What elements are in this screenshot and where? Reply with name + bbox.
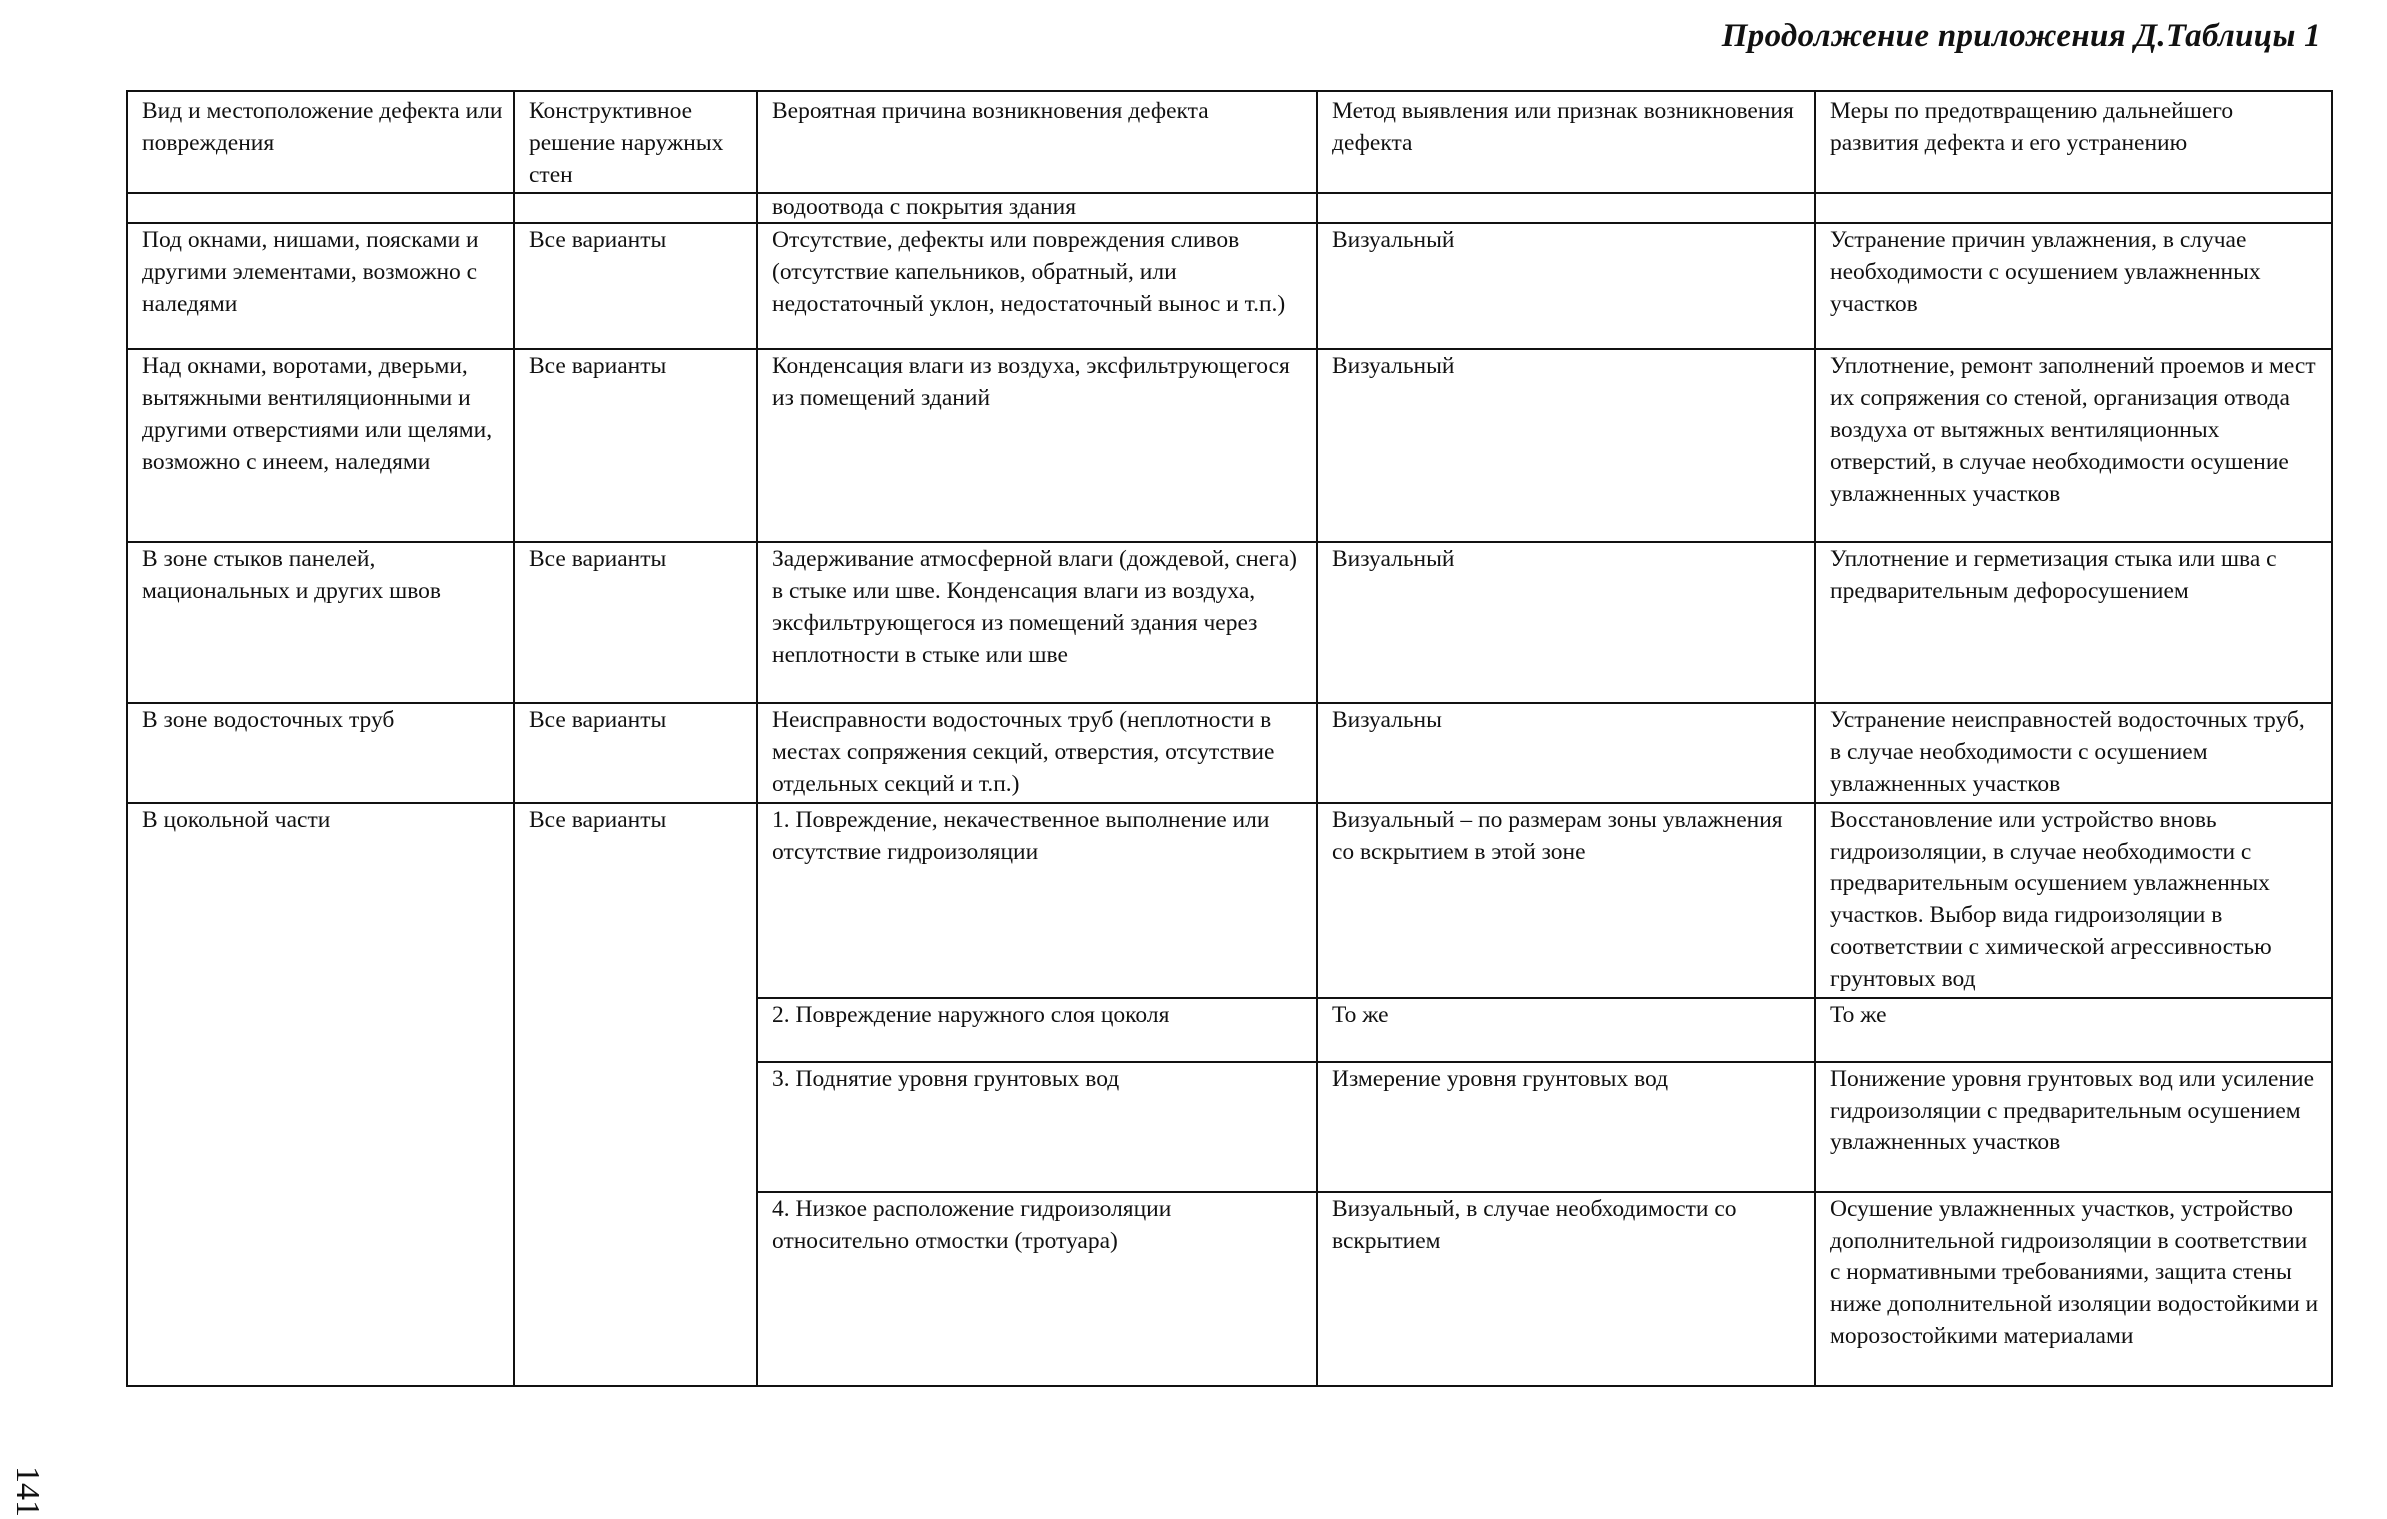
table-row xyxy=(127,803,2332,998)
continuation-row xyxy=(127,193,2332,223)
method-cell: Визуальный – по размерам зоны увлажнения со вскрытием в этой зоне xyxy=(1317,803,1815,998)
location-cell: В зоне стыков панелей, мациональных и других швов xyxy=(127,542,514,703)
page-number: 141 xyxy=(9,1466,46,1517)
location-cell: Над окнами, воротами, дверьми, вытяжными вентиляционными и другими отверстиями или щелями, возможно с инеем, наледями xyxy=(127,349,514,542)
table-cell xyxy=(1815,193,2332,223)
construction-cell: Все варианты xyxy=(514,542,757,703)
measures-cell: Понижение уровня грунтовых вод или усиление гидроизоляции с предварительным осушением увлажненных участков xyxy=(1815,1062,2332,1192)
defects-table xyxy=(126,90,2333,1387)
method-cell: Измерение уровня грунтовых вод xyxy=(1317,1062,1815,1192)
cause-cell: Неисправности водосточных труб (неплотности в местах сопряжения секций, отверстия, отсутствие отдельных секций и т.п.) xyxy=(757,703,1317,802)
table-row xyxy=(127,223,2332,349)
measures-cell: Устранение причин увлажнения, в случае необходимости с осушением увлажненных участков xyxy=(1815,223,2332,349)
cause-cell: 1. Повреждение, некачественное выполнение или отсутствие гидроизоляции xyxy=(757,803,1317,998)
method-cell: Визуальный, в случае необходимости со вскрытием xyxy=(1317,1192,1815,1386)
measures-cell: Уплотнение, ремонт заполнений проемов и мест их сопряжения со стеной, организация отвода воздуха от вытяжных вентиляционных отверстий, в случае необходимости осушение увлажненных участков xyxy=(1815,349,2332,542)
table-row xyxy=(127,349,2332,542)
construction-cell: Все варианты xyxy=(514,703,757,802)
cause-cell: 4. Низкое расположение гидроизоляции относительно отмостки (тротуара) xyxy=(757,1192,1317,1386)
table-cell xyxy=(1317,193,1815,223)
table-header-row xyxy=(127,91,2332,193)
measures-cell: То же xyxy=(1815,998,2332,1062)
column-header-method: Метод выявления или признак возникновения дефекта xyxy=(1317,91,1815,193)
method-cell: То же xyxy=(1317,998,1815,1062)
cause-cell: Конденсация влаги из воздуха, эксфильтрующегося из помещений зданий xyxy=(757,349,1317,542)
table-cell xyxy=(514,193,757,223)
cause-cell: Отсутствие, дефекты или повреждения сливов (отсутствие капельников, обратный, или недостаточный уклон, недостаточный вынос и т.п.) xyxy=(757,223,1317,349)
table-row xyxy=(127,542,2332,703)
measures-cell: Восстановление или устройство вновь гидроизоляции, в случае необходимости с предварительным осушением увлажненных участков. Выбор вида гидроизоляции в соответствии с химической агрессивностью грунтовых вод xyxy=(1815,803,2332,998)
table-cell xyxy=(127,193,514,223)
location-cell: Под окнами, нишами, поясками и другими элементами, возможно с наледями xyxy=(127,223,514,349)
construction-cell: Все варианты xyxy=(514,223,757,349)
cause-cell: 2. Повреждение наружного слоя цоколя xyxy=(757,998,1317,1062)
cause-cell: 3. Поднятие уровня грунтовых вод xyxy=(757,1062,1317,1192)
column-header-cause: Вероятная причина возникновения дефекта xyxy=(757,91,1317,193)
method-cell: Визуальный xyxy=(1317,349,1815,542)
location-cell: В цокольной части xyxy=(127,803,514,1386)
cause-cell: Задерживание атмосферной влаги (дождевой, снега) в стыке или шве. Конденсация влаги из воздуха, эксфильтрующегося из помещений здания через неплотности в стыке или шве xyxy=(757,542,1317,703)
column-header-measures: Меры по предотвращению дальнейшего развития дефекта и его устранению xyxy=(1815,91,2332,193)
table-row xyxy=(127,703,2332,802)
measures-cell: Устранение неисправностей водосточных труб, в случае необходимости с осушением увлажненных участков xyxy=(1815,703,2332,802)
location-cell: В зоне водосточных труб xyxy=(127,703,514,802)
table-cell: водоотвода с покрытия здания xyxy=(757,193,1317,223)
method-cell: Визуальный xyxy=(1317,542,1815,703)
column-header-construction: Конструктивное решение наружных стен xyxy=(514,91,757,193)
method-cell: Визуальный xyxy=(1317,223,1815,349)
measures-cell: Осушение увлажненных участков, устройство дополнительной гидроизоляции в соответствии с нормативными требованиями, защита стены ниже дополнительной изоляции водостойкими и морозостойкими материалами xyxy=(1815,1192,2332,1386)
column-header-location: Вид и местоположение дефекта или повреждения xyxy=(127,91,514,193)
construction-cell: Все варианты xyxy=(514,349,757,542)
measures-cell: Уплотнение и герметизация стыка или шва с предварительным дефоросушением xyxy=(1815,542,2332,703)
construction-cell: Все варианты xyxy=(514,803,757,1386)
method-cell: Визуальны xyxy=(1317,703,1815,802)
page-header: Продолжение приложения Д.Таблицы 1 xyxy=(1721,18,2321,54)
